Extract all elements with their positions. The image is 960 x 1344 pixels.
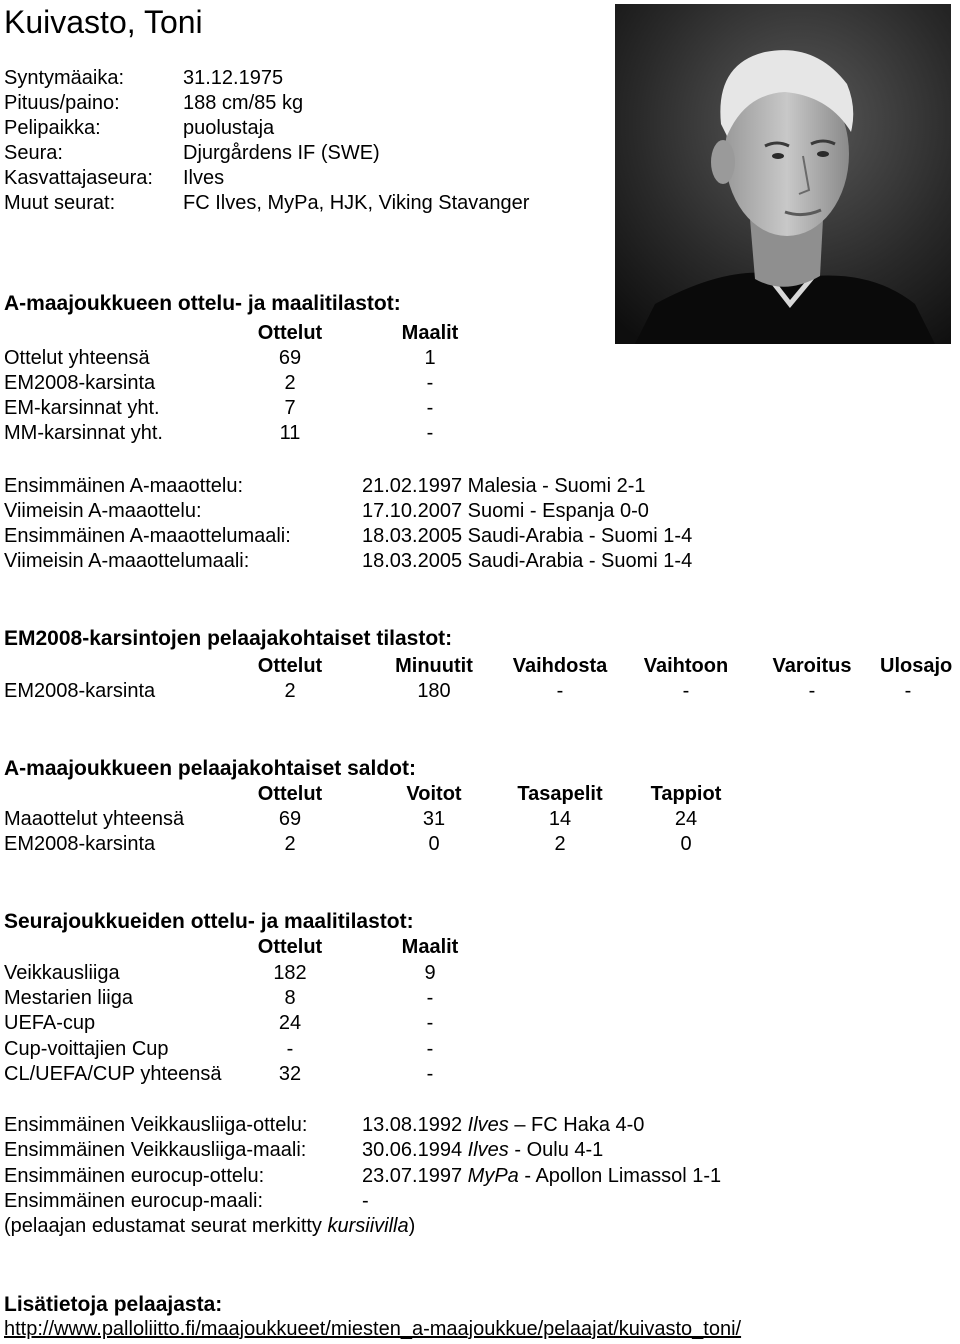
em2008-col-header: Minuutit	[395, 655, 473, 677]
club-first-label: Ensimmäinen eurocup-ottelu:	[4, 1165, 265, 1187]
bio-label: Seura:	[4, 142, 63, 164]
club-first-value	[362, 1138, 603, 1163]
table-cell: 69	[278, 347, 302, 369]
table-cell: 0	[680, 833, 692, 855]
table-cell: -	[426, 1063, 434, 1085]
club-first-value	[362, 1189, 369, 1214]
table-cell: 182	[273, 962, 307, 984]
bio-label: Syntymäaika:	[4, 67, 125, 89]
em2008-stats-heading: EM2008-karsintojen pelaajakohtaiset tilastot:	[4, 627, 453, 650]
match-rest: - Oulu 4-1	[508, 1139, 604, 1161]
table-cell: 180	[417, 680, 451, 702]
first-label: Viimeisin A-maaottelu:	[4, 500, 202, 522]
saldot-heading: A-maajoukkueen pelaajakohtaiset saldot:	[4, 757, 416, 780]
table-cell: 8	[284, 987, 296, 1009]
club-first-value	[362, 1113, 644, 1138]
table-cell: 7	[284, 397, 296, 419]
table-cell: 9	[424, 962, 436, 984]
table-cell: -	[426, 372, 434, 394]
table-cell: -	[808, 680, 816, 702]
saldot-col-header: Tappiot	[650, 783, 722, 805]
italic-note: (pelaajan edustamat seurat merkitty kursiivilla)	[4, 1215, 416, 1237]
more-info-heading: Lisätietoja pelaajasta:	[4, 1293, 223, 1316]
table-cell: 24	[278, 1012, 302, 1034]
bio-label: Pelipaikka:	[4, 117, 101, 139]
table-row-label: Cup-voittajien Cup	[4, 1038, 169, 1060]
bio-label: Muut seurat:	[4, 192, 116, 214]
table-cell: -	[426, 397, 434, 419]
table-cell: 2	[554, 833, 566, 855]
bio-value: 188 cm/85 kg	[183, 92, 304, 114]
table-cell: 24	[674, 808, 698, 830]
page-title: Kuivasto, Toni	[4, 4, 203, 40]
em2008-col-header: Varoitus	[772, 655, 852, 677]
bio-value: Ilves	[183, 167, 225, 189]
club-first-label: Ensimmäinen Veikkausliiga-maali:	[4, 1139, 307, 1161]
em2008-col-header: Ottelut	[257, 655, 323, 677]
table-cell: 2	[284, 372, 296, 394]
table-row-label: MM-karsinnat yht.	[4, 422, 163, 444]
note-italic: kursiivilla	[327, 1215, 409, 1237]
first-value: 17.10.2007 Suomi - Espanja 0-0	[362, 500, 649, 522]
table-row-label: UEFA-cup	[4, 1012, 96, 1034]
player-photo	[615, 4, 951, 344]
bio-value: FC Ilves, MyPa, HJK, Viking Stavanger	[183, 192, 530, 214]
match-rest: – FC Haka 4-0	[508, 1114, 645, 1136]
national-stats-heading: A-maajoukkueen ottelu- ja maalitilastot:	[4, 292, 401, 315]
saldot-col-header: Ottelut	[257, 783, 323, 805]
club-stats-heading: Seurajoukkueiden ottelu- ja maalitilastot:	[4, 910, 414, 933]
bio-value: Djurgårdens IF (SWE)	[183, 142, 380, 164]
table-cell: 2	[284, 833, 296, 855]
first-value: 18.03.2005 Saudi-Arabia - Suomi 1-4	[362, 550, 693, 572]
table-row-label: EM2008-karsinta	[4, 372, 156, 394]
table-cell: -	[904, 680, 912, 702]
table-cell: 32	[278, 1063, 302, 1085]
table-row-label: Maaottelut yhteensä	[4, 808, 185, 830]
saldot-col-header: Voitot	[406, 783, 462, 805]
bio-label: Pituus/paino:	[4, 92, 120, 114]
table-cell: 11	[279, 422, 301, 444]
club-name: MyPa	[467, 1165, 519, 1187]
table-cell: -	[426, 987, 434, 1009]
table-cell: 1	[424, 347, 436, 369]
club-first-value	[362, 1164, 721, 1189]
player-portrait-illustration	[615, 4, 951, 344]
table-cell: -	[286, 1038, 294, 1060]
first-value: 21.02.1997 Malesia - Suomi 2-1	[362, 475, 646, 497]
club-first-label: Ensimmäinen eurocup-maali:	[4, 1190, 264, 1212]
first-label: Viimeisin A-maaottelumaali:	[4, 550, 250, 572]
saldot-col-header: Tasapelit	[517, 783, 603, 805]
table-cell: 31	[422, 808, 446, 830]
player-info-link[interactable]: http://www.palloliitto.fi/maajoukkueet/miesten_a-maajoukkue/pelaajat/kuivasto_toni/	[4, 1318, 742, 1340]
match-date: -	[362, 1190, 369, 1212]
first-label: Ensimmäinen A-maaottelu:	[4, 475, 244, 497]
table-row-label: CL/UEFA/CUP yhteensä	[4, 1063, 222, 1085]
bio-value: 31.12.1975	[183, 67, 284, 89]
table-row-label: Mestarien liiga	[4, 987, 133, 1009]
table-cell: -	[682, 680, 690, 702]
match-date: 23.07.1997	[362, 1165, 463, 1187]
club-col-header: Ottelut	[257, 936, 323, 958]
first-label: Ensimmäinen A-maaottelumaali:	[4, 525, 291, 547]
table-row-label: EM-karsinnat yht.	[4, 397, 160, 419]
table-row-label: EM2008-karsinta	[4, 680, 156, 702]
table-cell: 69	[278, 808, 302, 830]
table-cell: -	[426, 422, 434, 444]
table-cell: 0	[428, 833, 440, 855]
bio-value: puolustaja	[183, 117, 275, 139]
bio-label: Kasvattajaseura:	[4, 167, 153, 189]
table-row-label: Ottelut yhteensä	[4, 347, 150, 369]
table-cell: -	[426, 1012, 434, 1034]
table-row-label: Veikkausliiga	[4, 962, 120, 984]
em2008-col-header: Vaihtoon	[643, 655, 729, 677]
table-cell: -	[426, 1038, 434, 1060]
national-col-header: Ottelut	[257, 322, 323, 344]
club-name: Ilves	[467, 1114, 509, 1136]
national-col-header: Maalit	[401, 322, 459, 344]
table-cell: -	[556, 680, 564, 702]
table-cell: 2	[284, 680, 296, 702]
table-cell: 14	[548, 808, 572, 830]
em2008-col-header: Ulosajo	[880, 655, 953, 677]
match-rest: - Apollon Limassol 1-1	[518, 1165, 722, 1187]
club-first-label: Ensimmäinen Veikkausliiga-ottelu:	[4, 1114, 308, 1136]
match-date: 13.08.1992	[362, 1114, 463, 1136]
first-value: 18.03.2005 Saudi-Arabia - Suomi 1-4	[362, 525, 693, 547]
match-date: 30.06.1994	[362, 1139, 463, 1161]
table-row-label: EM2008-karsinta	[4, 833, 156, 855]
club-name: Ilves	[467, 1139, 509, 1161]
em2008-col-header: Vaihdosta	[512, 655, 608, 677]
club-col-header: Maalit	[401, 936, 459, 958]
